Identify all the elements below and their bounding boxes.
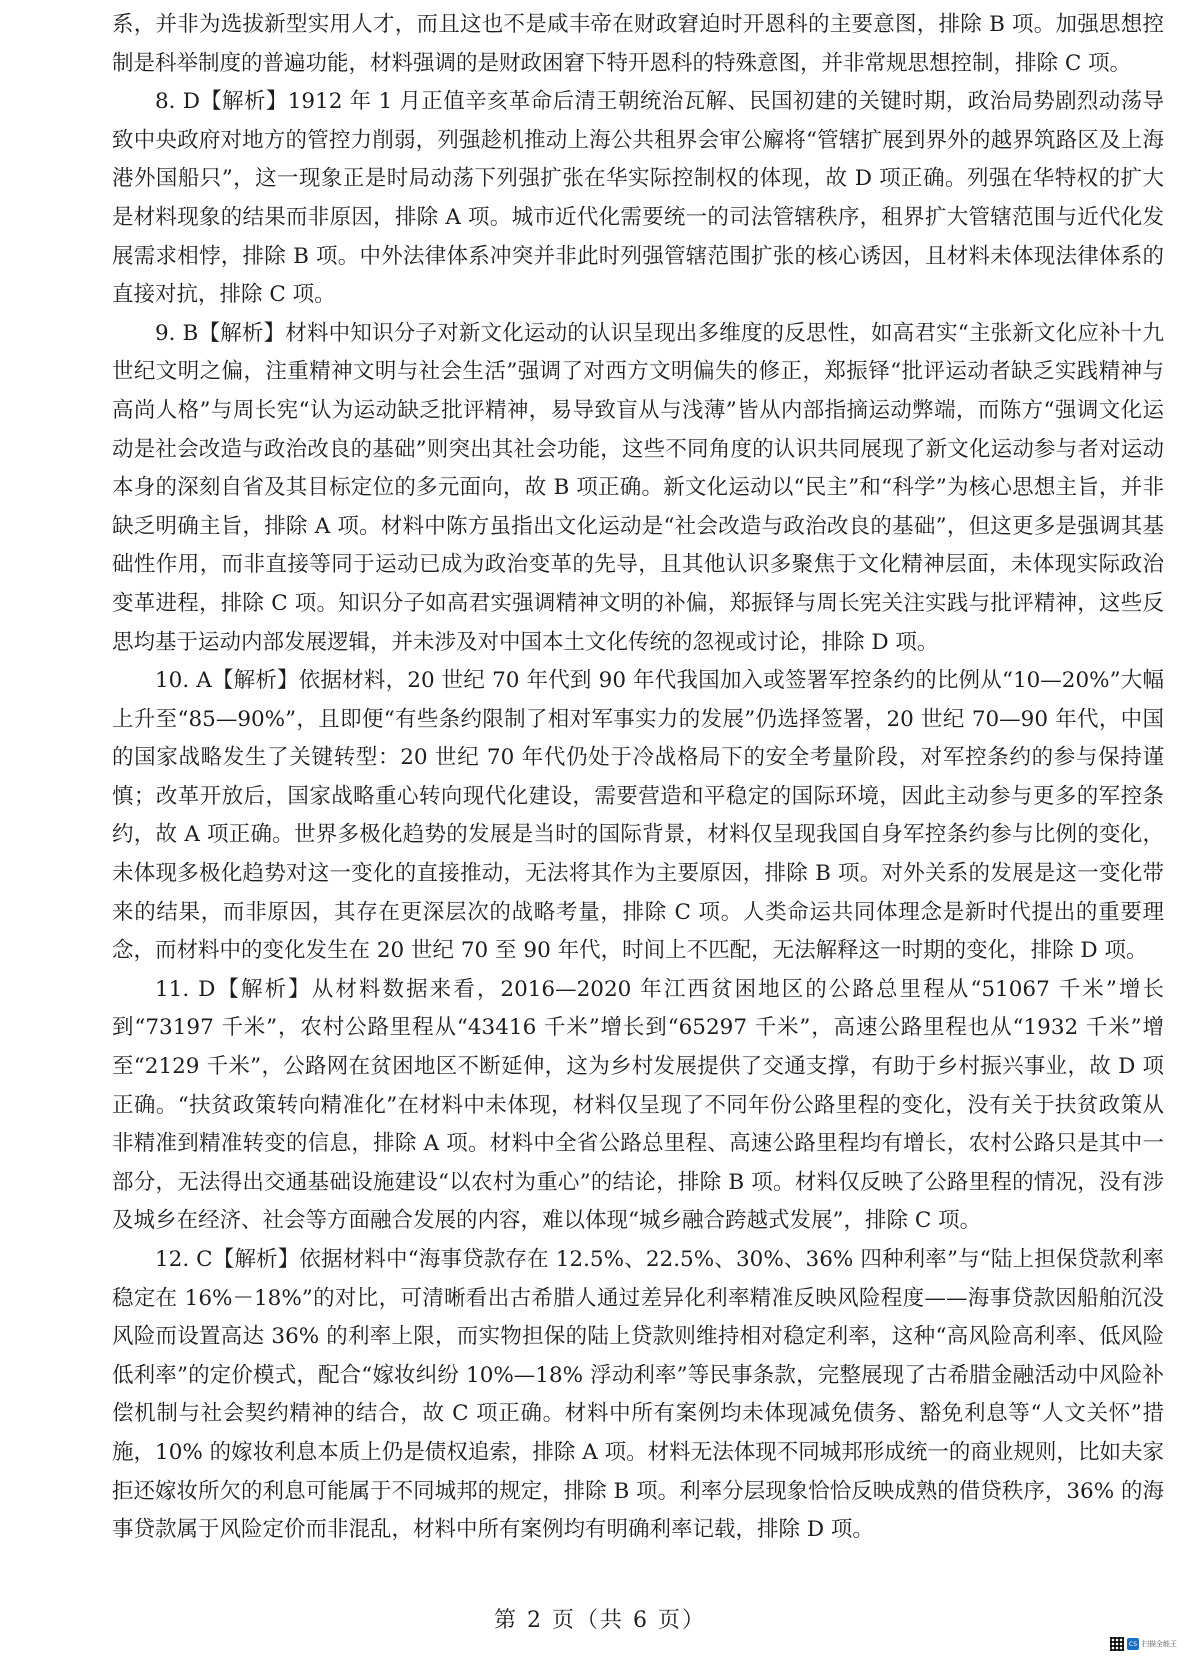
answer-12-paragraph: 12. C【解析】依据材料中“海事贷款存在 12.5%、22.5%、30%、36% 四种利率”与“陆上担保贷款利率稳定在 16%－18%”的对比，可清晰看出古希腊人通过差异化利率精准反映风险程度——海事贷款因船舶沉没风险而设置高达 36% 的利率上限，而实物担保的陆上贷款则维持相对稳定利率，这种“高风险高利率、低风险低利率”的定价模式，配合“嫁妆纠纷 10%—18% 浮动利率”等民事条款，完整展现了古希腊金融活动中风险补偿机制与社会契约精神的结合，故 C 项正确。材料中所有案例均未体现减免债务、豁免利息等“人文关怀”措施，10% 的嫁妆利息本质上仍是债权追索，排除 A 项。材料无法体现不同城邦形成统一的商业规则，比如夫家拒还嫁妆所欠的利息可能属于不同城邦的规定，排除 B 项。利率分层现象恰恰反映成熟的借贷秩序，36% 的海事贷款属于风险定价而非混乱，材料中所有案例均有明确利率记载，排除 D 项。	[112, 1247, 1164, 1543]
page-number: 第 2 页（共 6 页）	[494, 1608, 706, 1633]
answer-10-paragraph: 10. A【解析】依据材料，20 世纪 70 年代到 90 年代我国加入或签署军控条约的比例从“10—20%”大幅上升至“85—90%”，且即便“有些条约限制了相对军事实力的发展”仍选择签署，20 世纪 70—90 年代，中国的国家战略发生了关键转型：20 世纪 70 年代仍处于冷战格局下的安全考量阶段，对军控条约的参与保持谨慎；改革开放后，国家战略重心转向现代化建设，需要营造和平稳定的国际环境，因此主动参与更多的军控条约，故 A 项正确。世界多极化趋势的发展是当时的国际背景，材料仅呈现我国自身军控条约参与比例的变化，未体现多极化趋势对这一变化的直接推动，无法将其作为主要原因，排除 B 项。对外关系的发展是这一变化带来的结果，而非原因，其存在更深层次的战略考量，排除 C 项。人类命运共同体理念是新时代提出的重要理念，而材料中的变化发生在 20 世纪 70 至 90 年代，时间上不匹配，无法解释这一时期的变化，排除 D 项。	[112, 668, 1164, 964]
watermark-label: 扫描全能王	[1142, 1640, 1177, 1648]
camscanner-logo: CS	[1127, 1638, 1139, 1650]
continuation-paragraph: 系，并非为选拔新型实用人才，而且这也不是咸丰帝在财政窘迫时开恩科的主要意图，排除 B 项。加强思想控制是科举制度的普遍功能，材料强调的是财政困窘下特开恩科的特殊意图，并非常规思想控制，排除 C 项。	[112, 12, 1164, 76]
scanner-watermark	[1110, 1636, 1177, 1652]
qr-code-icon	[1110, 1637, 1124, 1651]
answer-9-paragraph: 9. B【解析】材料中知识分子对新文化运动的认识呈现出多维度的反思性，如高君实“主张新文化应补十九世纪文明之偏，注重精神文明与社会生活”强调了对西方文明偏失的修正，郑振铎“批评运动者缺乏实践精神与高尚人格”与周长宪“认为运动缺乏批评精神，易导致盲从与浅薄”皆从内部指摘运动弊端，而陈方“强调文化运动是社会改造与政治改良的基础”则突出其社会功能，这些不同角度的认识共同展现了新文化运动参与者对运动本身的深刻自省及其目标定位的多元面向，故 B 项正确。新文化运动以“民主”和“科学”为核心思想主旨，并非缺乏明确主旨，排除 A 项。材料中陈方虽指出文化运动是“社会改造与政治改良的基础”，但这更多是强调其基础性作用，而非直接等同于运动已成为政治变革的先导，且其他认识多聚焦于文化精神层面，未体现实际政治变革进程，排除 C 项。知识分子如高君实强调精神文明的补偏，郑振铎与周长宪关注实践与批评精神，这些反思均基于运动内部发展逻辑，并未涉及对中国本土文化传统的忽视或讨论，排除 D 项。	[112, 320, 1164, 655]
answer-11-paragraph: 11. D【解析】从材料数据来看，2016—2020 年江西贫困地区的公路总里程从“51067 千米”增长到“73197 千米”，农村公路里程从“43416 千米”增长到“65297 千米”，高速公路里程也从“1932 千米”增至“2129 千米”，公路网在贫困地区不断延伸，这为乡村发展提供了交通支撑，有助于乡村振兴事业，故 D 项正确。“扶贫政策转向精准化”在材料中未体现，材料仅呈现了不同年份公路里程的变化，没有关于扶贫政策从非精准到精准转变的信息，排除 A 项。材料中全省公路总里程、高速公路里程均有增长，农村公路只是其中一部分，无法得出交通基础设施建设“以农村为重心”的结论，排除 B 项。材料仅反映了公路里程的情况，没有涉及城乡在经济、社会等方面融合发展的内容，难以体现“城乡融合跨越式发展”，排除 C 项。	[112, 976, 1164, 1234]
answer-explanation-page	[112, 0, 1164, 1550]
answer-8-paragraph: 8. D【解析】1912 年 1 月正值辛亥革命后清王朝统治瓦解、民国初建的关键时期，政治局势剧烈动荡导致中央政府对地方的管控力削弱，列强趁机推动上海公共租界会审公廨将“管辖扩展到界外的越界筑路区及上海港外国船只”，这一现象正是时局动荡下列强扩张在华实际控制权的体现，故 D 项正确。列强在华特权的扩大是材料现象的结果而非原因，排除 A 项。城市近代化需要统一的司法管辖秩序，租界扩大管辖范围与近代化发展需求相悖，排除 B 项。中外法律体系冲突并非此时列强管辖范围扩张的核心诱因，且材料未体现法律体系的直接对抗，排除 C 项。	[112, 89, 1164, 308]
